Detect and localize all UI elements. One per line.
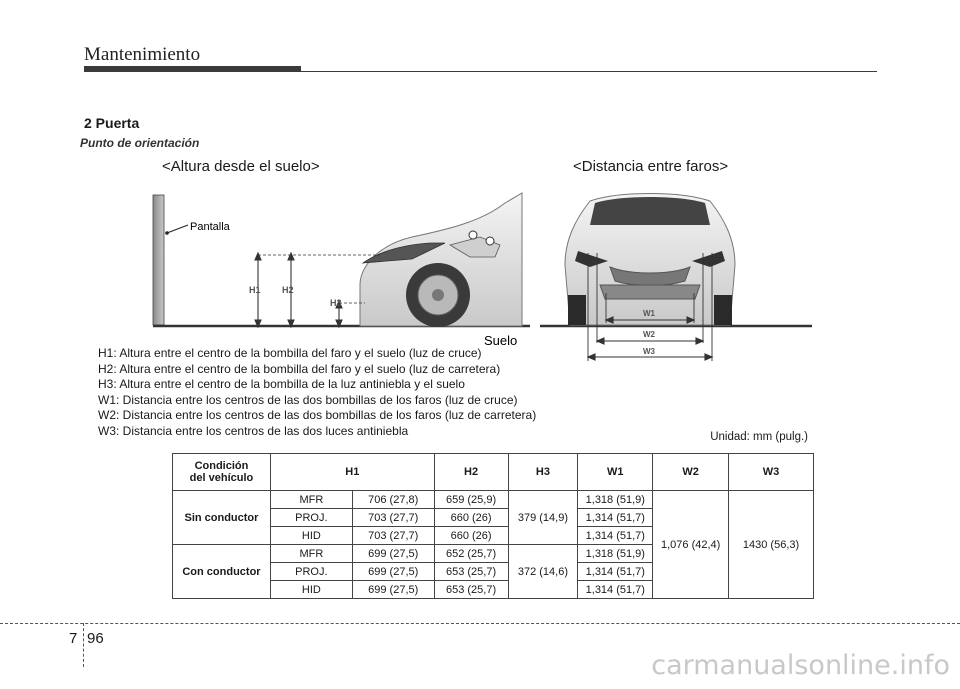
h2-cell: 660 (26) bbox=[434, 509, 508, 527]
h3-label: H3 bbox=[330, 298, 342, 308]
w1-cell: 1,314 (51,7) bbox=[578, 563, 653, 581]
note-w3: W3: Distancia entre los centros de las dos luces antiniebla bbox=[98, 423, 409, 438]
dimension-notes bbox=[98, 346, 536, 439]
w3-cell: 1430 (56,3) bbox=[729, 491, 814, 599]
lamp-type-cell: MFR bbox=[270, 545, 352, 563]
page-number: 96 bbox=[87, 630, 104, 647]
h3-cell: 379 (14,9) bbox=[508, 491, 578, 545]
h3-cell: 372 (14,6) bbox=[508, 545, 578, 599]
h1-cell: 703 (27,7) bbox=[352, 527, 434, 545]
note-h2: H2: Altura entre el centro de la bombilla del faro y el suelo (luz de carretera) bbox=[98, 361, 501, 376]
header-h1: H1 bbox=[270, 454, 434, 491]
h1-cell: 699 (27,5) bbox=[352, 545, 434, 563]
condition-cell: Con conductor bbox=[173, 545, 271, 599]
distance-figure-caption: <Distancia entre faros> bbox=[573, 158, 729, 175]
unit-note: Unidad: mm (pulg.) bbox=[710, 431, 808, 443]
header-w1: W1 bbox=[578, 454, 653, 491]
w1-cell: 1,318 (51,9) bbox=[578, 491, 653, 509]
w1-cell: 1,318 (51,9) bbox=[578, 545, 653, 563]
h1-cell: 699 (27,5) bbox=[352, 563, 434, 581]
headlight-spec-table bbox=[172, 453, 814, 599]
h2-cell: 660 (26) bbox=[434, 527, 508, 545]
h2-cell: 652 (25,7) bbox=[434, 545, 508, 563]
section-subtitle: Punto de orientación bbox=[80, 136, 200, 150]
side-car bbox=[360, 193, 522, 327]
h1-cell: 706 (27,8) bbox=[352, 491, 434, 509]
note-h3: H3: Altura entre el centro de la bombilla de la luz antiniebla y el suelo bbox=[98, 377, 465, 391]
h1-label: H1 bbox=[249, 285, 261, 295]
footer-rule bbox=[0, 623, 960, 624]
w1-cell: 1,314 (51,7) bbox=[578, 527, 653, 545]
lamp-type-cell: PROJ. bbox=[270, 509, 352, 527]
w3-label: W3 bbox=[643, 347, 655, 356]
note-w2: W2: Distancia entre los centros de las dos bombillas de los faros (luz de carretera) bbox=[98, 408, 537, 422]
header-h3: H3 bbox=[508, 454, 578, 491]
lamp-type-cell: PROJ. bbox=[270, 563, 352, 581]
note-w1: W1: Distancia entre los centros de las dos bombillas de los faros (luz de cruce) bbox=[98, 392, 518, 407]
h1-cell: 703 (27,7) bbox=[352, 509, 434, 527]
w1-cell: 1,314 (51,7) bbox=[578, 581, 653, 599]
chapter-number: 7 bbox=[69, 630, 78, 647]
header-h2: H2 bbox=[434, 454, 508, 491]
lamp-type-cell: HID bbox=[270, 581, 352, 599]
screen-pointer bbox=[167, 225, 188, 233]
w1-cell: 1,314 (51,7) bbox=[578, 509, 653, 527]
height-figure-caption: <Altura desde el suelo> bbox=[162, 158, 320, 175]
footer-divider bbox=[83, 623, 84, 667]
section-title: 2 Puerta bbox=[84, 115, 140, 131]
w2-label: W2 bbox=[643, 330, 655, 339]
h1-cell: 699 (27,5) bbox=[352, 581, 434, 599]
header-rule bbox=[84, 71, 877, 72]
header-w3: W3 bbox=[729, 454, 814, 491]
h2-cell: 653 (25,7) bbox=[434, 581, 508, 599]
header-title: Mantenimiento bbox=[84, 44, 201, 65]
watermark: carmanualsonline.info bbox=[651, 650, 950, 681]
condition-cell: Sin conductor bbox=[173, 491, 271, 545]
h2-cell: 659 (25,9) bbox=[434, 491, 508, 509]
h2-cell: 653 (25,7) bbox=[434, 563, 508, 581]
header-w2: W2 bbox=[653, 454, 729, 491]
screen-wall bbox=[153, 195, 164, 325]
w1-label: W1 bbox=[643, 309, 655, 318]
lamp-type-cell: HID bbox=[270, 527, 352, 545]
lamp-type-cell: MFR bbox=[270, 491, 352, 509]
front-car bbox=[565, 194, 735, 326]
note-h1: H1: Altura entre el centro de la bombilla del faro y el suelo (luz de cruce) bbox=[98, 346, 482, 360]
table-row bbox=[173, 491, 814, 509]
screen-label: Pantalla bbox=[190, 221, 230, 233]
table-header-row bbox=[173, 454, 814, 491]
h2-label: H2 bbox=[282, 285, 294, 295]
ground-label: Suelo bbox=[484, 333, 518, 348]
w2-cell: 1,076 (42,4) bbox=[653, 491, 729, 599]
header-condition: Condición del vehículo bbox=[173, 454, 271, 491]
